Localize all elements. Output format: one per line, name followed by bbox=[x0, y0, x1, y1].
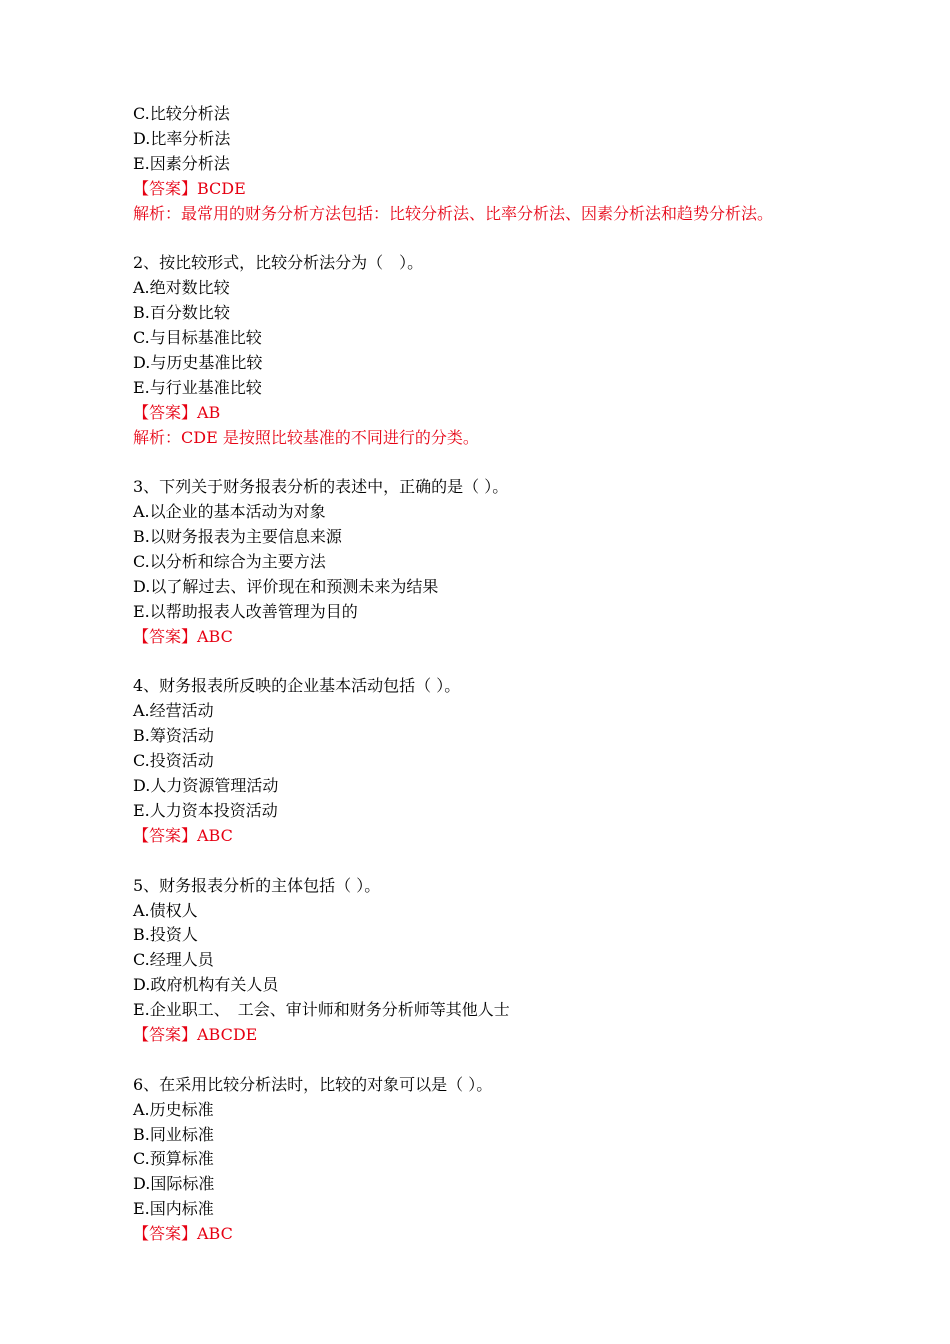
question-block-5 bbox=[133, 874, 853, 1048]
option-e: E.与行业基准比较 bbox=[133, 377, 262, 397]
option-a: A.经营活动 bbox=[133, 701, 214, 721]
question-block-1 bbox=[133, 102, 853, 226]
option-b: B.同业标准 bbox=[133, 1124, 214, 1144]
question-block-6 bbox=[133, 1073, 853, 1247]
explanation-line: 解析：最常用的财务分析方法包括：比较分析法、比率分析法、因素分析法和趋势分析法。 bbox=[133, 203, 774, 223]
option-d: D.国际标准 bbox=[133, 1174, 215, 1194]
question-stem: 4、财务报表所反映的企业基本活动包括（ ）。 bbox=[133, 676, 461, 696]
option-c: C.比较分析法 bbox=[133, 104, 230, 123]
option-b: B.百分数比较 bbox=[133, 303, 230, 323]
spacer bbox=[133, 849, 853, 874]
option-a: A.绝对数比较 bbox=[133, 278, 230, 298]
question-stem: 6、在采用比较分析法时，比较的对象可以是（ ）。 bbox=[133, 1074, 493, 1094]
answer-line: 【答案】ABC bbox=[133, 825, 233, 845]
option-a: A.历史标准 bbox=[133, 1099, 214, 1119]
option-d: D.比率分析法 bbox=[133, 128, 231, 148]
option-c: C.与目标基准比较 bbox=[133, 328, 262, 348]
option-e: E.人力资本投资活动 bbox=[133, 800, 278, 820]
answer-line: 【答案】AB bbox=[133, 402, 221, 422]
question-block-3 bbox=[133, 475, 853, 649]
question-block-2 bbox=[133, 251, 853, 450]
answer-line: 【答案】ABC bbox=[133, 626, 233, 646]
option-d: D.与历史基准比较 bbox=[133, 352, 263, 372]
question-stem: 5、财务报表分析的主体包括（ ）。 bbox=[133, 875, 381, 895]
option-e: E.因素分析法 bbox=[133, 153, 230, 173]
spacer bbox=[133, 226, 853, 251]
option-b: B.筹资活动 bbox=[133, 726, 214, 746]
answer-line: 【答案】ABCDE bbox=[133, 1024, 258, 1044]
option-c: C.预算标准 bbox=[133, 1149, 214, 1169]
option-c: C.经理人员 bbox=[133, 950, 214, 970]
question-stem: 3、下列关于财务报表分析的表述中，正确的是（ ）。 bbox=[133, 477, 509, 497]
option-e: E.国内标准 bbox=[133, 1199, 214, 1219]
spacer bbox=[133, 1048, 853, 1073]
spacer bbox=[133, 450, 853, 475]
option-c: C.投资活动 bbox=[133, 751, 214, 771]
option-b: B.投资人 bbox=[133, 925, 198, 945]
option-a: A.债权人 bbox=[133, 900, 198, 920]
option-d: D.政府机构有关人员 bbox=[133, 975, 279, 995]
answer-line: 【答案】ABC bbox=[133, 1224, 233, 1244]
spacer bbox=[133, 650, 853, 675]
explanation-line: 解析：CDE 是按照比较基准的不同进行的分类。 bbox=[133, 427, 479, 447]
option-d: D.人力资源管理活动 bbox=[133, 776, 279, 796]
option-b: B.以财务报表为主要信息来源 bbox=[133, 527, 342, 547]
answer-line: 【答案】BCDE bbox=[133, 178, 246, 198]
option-e: E.企业职工、 工会、审计师和财务分析师等其他人士 bbox=[133, 1000, 510, 1020]
document-page bbox=[133, 102, 853, 1247]
option-a: A.以企业的基本活动为对象 bbox=[133, 502, 326, 522]
option-d: D.以了解过去、评价现在和预测未来为结果 bbox=[133, 576, 439, 596]
question-stem: 2、按比较形式，比较分析法分为（ ）。 bbox=[133, 253, 424, 273]
question-block-4 bbox=[133, 674, 853, 848]
option-c: C.以分析和综合为主要方法 bbox=[133, 552, 326, 572]
option-e: E.以帮助报表人改善管理为目的 bbox=[133, 601, 358, 621]
